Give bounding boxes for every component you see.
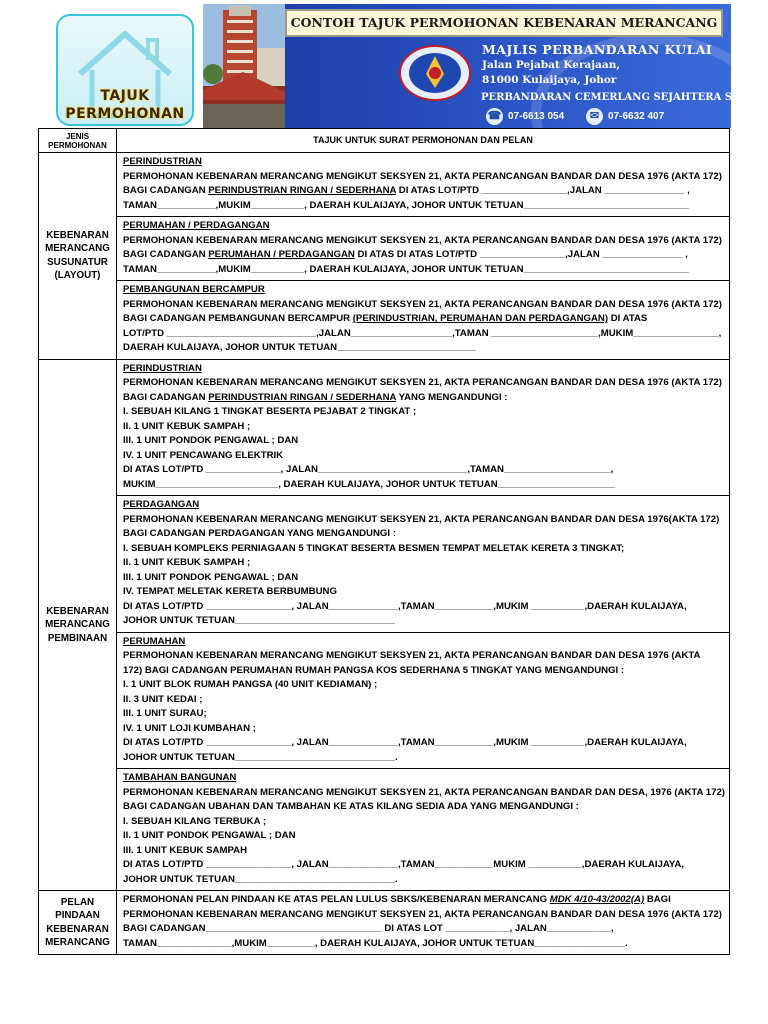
section-line: BAGI CADANGAN PERDAGANGAN YANG MENGANDUNGI :	[123, 528, 396, 539]
section-line: JOHOR UNTUK TETUAN______________________________.	[123, 873, 398, 885]
section-line: JOHOR UNTUK TETUAN______________________________	[123, 615, 395, 626]
underlined-text: PERINDUSTRIAN RINGAN / SEDERHANA	[208, 391, 397, 403]
text-part: BAGI	[644, 894, 671, 905]
underlined-text: PERINDUSTRIAN RINGAN / SEDERHANA	[208, 185, 397, 196]
section-line: DI ATAS LOT/PTD ________________, JALAN_____________,TAMAN___________,MUKIM __________,DAERAH KULAIJAYA,	[123, 737, 687, 748]
phone-number: 07-6613 054	[508, 111, 565, 122]
table-header-row	[39, 129, 730, 153]
section-line: II. 1 UNIT PONDOK PENGAWAL ; DAN	[123, 830, 296, 841]
table-row	[39, 496, 730, 633]
table-row	[39, 281, 730, 360]
section-line: II. 3 UNIT KEDAI ;	[123, 693, 203, 705]
application-title-table	[38, 128, 730, 955]
text-part: PERMOHONAN PELAN PINDAAN KE ATAS PELAN LULUS SBKS/KEBENARAN MERANCANG	[123, 894, 550, 905]
section-line: II. 1 UNIT KEBUK SAMPAH ;	[123, 557, 251, 568]
section-line	[123, 391, 724, 406]
section-heading: PERUMAHAN	[123, 635, 186, 647]
council-address-line2: 81000 Kulaijaya, Johor	[482, 74, 617, 86]
section-line: TAMAN______________,MUKIM_________, DAERAH KULAIJAYA, JOHOR UNTUK TETUAN_________________.	[123, 937, 628, 949]
section-line: MUKIM_______________________, DAERAH KULAIJAYA, JOHOR UNTUK TETUAN______________________	[123, 478, 616, 490]
council-seal-icon	[398, 44, 472, 102]
section-line: PERMOHONAN KEBENARAN MERANCANG MENGIKUT SEKSYEN 21, AKTA PERANCANGAN BANDAR DAN DESA 1976 (AKTA	[123, 650, 701, 661]
section-line: JOHOR UNTUK TETUAN______________________________.	[123, 751, 398, 763]
section-line: II. 1 UNIT KEBUK SAMPAH ;	[123, 420, 251, 432]
table-row	[39, 769, 730, 891]
section-line: PERMOHONAN KEBENARAN MERANCANG MENGIKUT SEKSYEN 21, AKTA PERANCANGAN BANDAR DAN DESA 1976 (AKTA 172)	[123, 298, 722, 310]
fax-icon: ✉	[586, 108, 603, 125]
text-part: DI ATAS DI ATAS LOT/PTD ________________,JALAN _______________ ,	[354, 249, 688, 260]
council-info	[482, 42, 712, 87]
council-name: MAJLIS PERBANDARAN KULAI	[482, 42, 713, 57]
section-line: DI ATAS LOT/PTD ______________, JALAN____________________________,TAMAN____________________,	[123, 464, 614, 475]
text-part: DI ATAS	[608, 313, 648, 324]
section-line: TAMAN___________,MUKIM__________, DAERAH KULAIJAYA, JOHOR UNTUK TETUAN_______________________________	[123, 199, 689, 211]
section-line: LOT/PTD ____________________________,JALAN___________________,TAMAN ____________________,MUKIM________________,	[123, 327, 722, 339]
text-part: BAGI CADANGAN	[123, 185, 209, 196]
section-heading: PEMBANGUNAN BERCAMPUR	[123, 284, 265, 295]
section-bina-tambahan	[117, 769, 730, 891]
section-line: IV. 1 UNIT LOJI KUMBAHAN ;	[123, 722, 256, 734]
category-layout: KEBENARAN MERANCANG SUSUNATUR (LAYOUT)	[39, 153, 117, 360]
tajuk-permohonan-logo	[56, 14, 194, 126]
section-pindaan	[117, 891, 730, 955]
text-part: DI ATAS LOT/PTD ________________,JALAN _______________ ,	[396, 185, 690, 196]
section-line: 172) BAGI CADANGAN PERUMAHAN RUMAH PANGSA KOS SEDERHANA 5 TINGKAT YANG MENGANDUNGI :	[123, 664, 625, 676]
section-bina-perdagangan	[117, 496, 730, 633]
section-heading: PERDAGANGAN	[123, 499, 200, 510]
section-line: IV. 1 UNIT PENCAWANG ELEKTRIK	[123, 449, 284, 461]
section-line: PERMOHONAN KEBENARAN MERANCANG MENGIKUT SEKSYEN 21, AKTA PERANCANGAN BANDAR DAN DESA 1976(AKTA 172)	[123, 513, 720, 525]
table-row	[39, 217, 730, 281]
text-part: BAGI CADANGAN	[123, 249, 209, 260]
section-heading: PERINDUSTRIAN	[123, 362, 202, 374]
council-motto: PERBANDARAN CEMERLANG SEJAHTERA SEMUA	[481, 92, 767, 103]
text-part: BAGI CADANGAN PEMBANGUNAN BERCAMPUR	[123, 313, 353, 324]
section-heading: PERINDUSTRIAN	[123, 156, 202, 167]
section-line: III. 1 UNIT PONDOK PENGAWAL ; DAN	[123, 435, 299, 446]
section-line: DAERAH KULAIJAYA, JOHOR UNTUK TETUAN__________________________	[123, 342, 476, 353]
section-line: PERMOHONAN KEBENARAN MERANCANG MENGIKUT SEKSYEN 21, AKTA PERANCANGAN BANDAR DAN DESA 1976 (AKTA 172)	[123, 377, 722, 388]
underlined-text: PERUMAHAN / PERDAGANGAN	[208, 249, 355, 260]
logo-text-line1: TAJUK	[100, 88, 150, 104]
category-pindaan: PELAN PINDAAN KEBENARAN MERANCANG	[39, 891, 117, 955]
section-line: III. 1 UNIT KEBUK SAMPAH	[123, 844, 248, 856]
council-address-line1: Jalan Pejabat Kerajaan,	[482, 59, 621, 71]
section-line: BAGI CADANGAN_________________________________ DI ATAS LOT ____________, JALAN____________,	[123, 923, 614, 934]
section-bina-perindustrian	[117, 359, 730, 496]
section-heading: TAMBAHAN BANGUNAN	[123, 772, 237, 783]
section-line	[123, 248, 724, 263]
section-line: PERMOHONAN KEBENARAN MERANCANG MENGIKUT SEKSYEN 21, AKTA PERANCANGAN BANDAR DAN DESA, 1976 (AKTA 172)	[123, 786, 725, 798]
table-row	[39, 632, 730, 769]
section-line: PERMOHONAN KEBENARAN MERANCANG MENGIKUT SEKSYEN 21, AKTA PERANCANGAN BANDAR DAN DESA 1976 (AKTA 172)	[123, 234, 722, 246]
table-row	[39, 359, 730, 496]
table-row	[39, 153, 730, 217]
phone-contact	[486, 108, 564, 125]
header-jenis-permohonan: JENIS PERMOHONAN	[39, 129, 117, 153]
reference-number: MDK 4/10-43/2002(A)	[549, 894, 645, 905]
section-line: I. SEBUAH KOMPLEKS PERNIAGAAN 5 TINGKAT BESERTA BESMEN TEMPAT MELETAK KERETA 3 TINGKAT;	[123, 542, 625, 554]
category-pembinaan: KEBENARAN MERANCANG PEMBINAAN	[39, 359, 117, 891]
header-tajuk: TAJUK UNTUK SURAT PERMOHONAN DAN PELAN	[117, 129, 730, 153]
section-line: DI ATAS LOT/PTD ________________, JALAN_____________,TAMAN___________,MUKIM __________,DAERAH KULAIJAYA,	[123, 600, 687, 612]
section-bina-perumahan	[117, 632, 730, 769]
table-row	[39, 891, 730, 955]
underlined-text: (PERINDUSTRIAN, PERUMAHAN DAN PERDAGANGAN)	[352, 313, 609, 324]
logo-text-line2: PERMOHONAN	[65, 106, 185, 122]
section-line: BAGI CADANGAN UBAHAN DAN TAMBAHAN KE ATAS KILANG SEDIA ADA YANG MENGANDUNGI :	[123, 801, 579, 812]
fax-contact	[586, 108, 664, 125]
text-part: BAGI CADANGAN	[123, 391, 209, 403]
section-line: I. 1 UNIT BLOK RUMAH PANGSA (40 UNIT KEDIAMAN) ;	[123, 679, 378, 690]
document-title: CONTOH TAJUK PERMOHONAN KEBENARAN MERANCANG	[285, 9, 723, 37]
text-part: YANG MENGANDUNGI :	[396, 391, 508, 403]
section-line	[123, 184, 724, 199]
section-line: DI ATAS LOT/PTD ________________, JALAN_____________,TAMAN___________MUKIM __________,DAERAH KULAIJAYA,	[123, 859, 684, 870]
building-photo	[203, 4, 285, 128]
section-line: III. 1 UNIT PONDOK PENGAWAL ; DAN	[123, 571, 299, 583]
telephone-icon: ☎	[486, 108, 503, 125]
section-layout-bercampur	[117, 281, 730, 360]
section-line: IV. TEMPAT MELETAK KERETA BERBUMBUNG	[123, 586, 337, 597]
section-line: PERMOHONAN KEBENARAN MERANCANG MENGIKUT SEKSYEN 21, AKTA PERANCANGAN BANDAR DAN DESA 1976 (AKTA 172)	[123, 908, 722, 920]
section-line	[123, 893, 724, 908]
section-line: I. SEBUAH KILANG 1 TINGKAT BESERTA PEJABAT 2 TINGKAT ;	[123, 406, 417, 417]
fax-number: 07-6632 407	[608, 111, 665, 122]
document-header	[0, 0, 768, 128]
section-line: TAMAN___________,MUKIM__________, DAERAH KULAIJAYA, JOHOR UNTUK TETUAN_______________________________	[123, 263, 689, 275]
section-layout-perindustrian	[117, 153, 730, 217]
section-line: PERMOHONAN KEBENARAN MERANCANG MENGIKUT SEKSYEN 21, AKTA PERANCANGAN BANDAR DAN DESA 1976 (AKTA 172)	[123, 170, 722, 182]
section-heading: PERUMAHAN / PERDAGANGAN	[123, 220, 270, 231]
section-line	[123, 312, 724, 327]
section-line: I. SEBUAH KILANG TERBUKA ;	[123, 815, 267, 827]
section-layout-perumahan	[117, 217, 730, 281]
section-line: III. 1 UNIT SURAU;	[123, 708, 207, 719]
